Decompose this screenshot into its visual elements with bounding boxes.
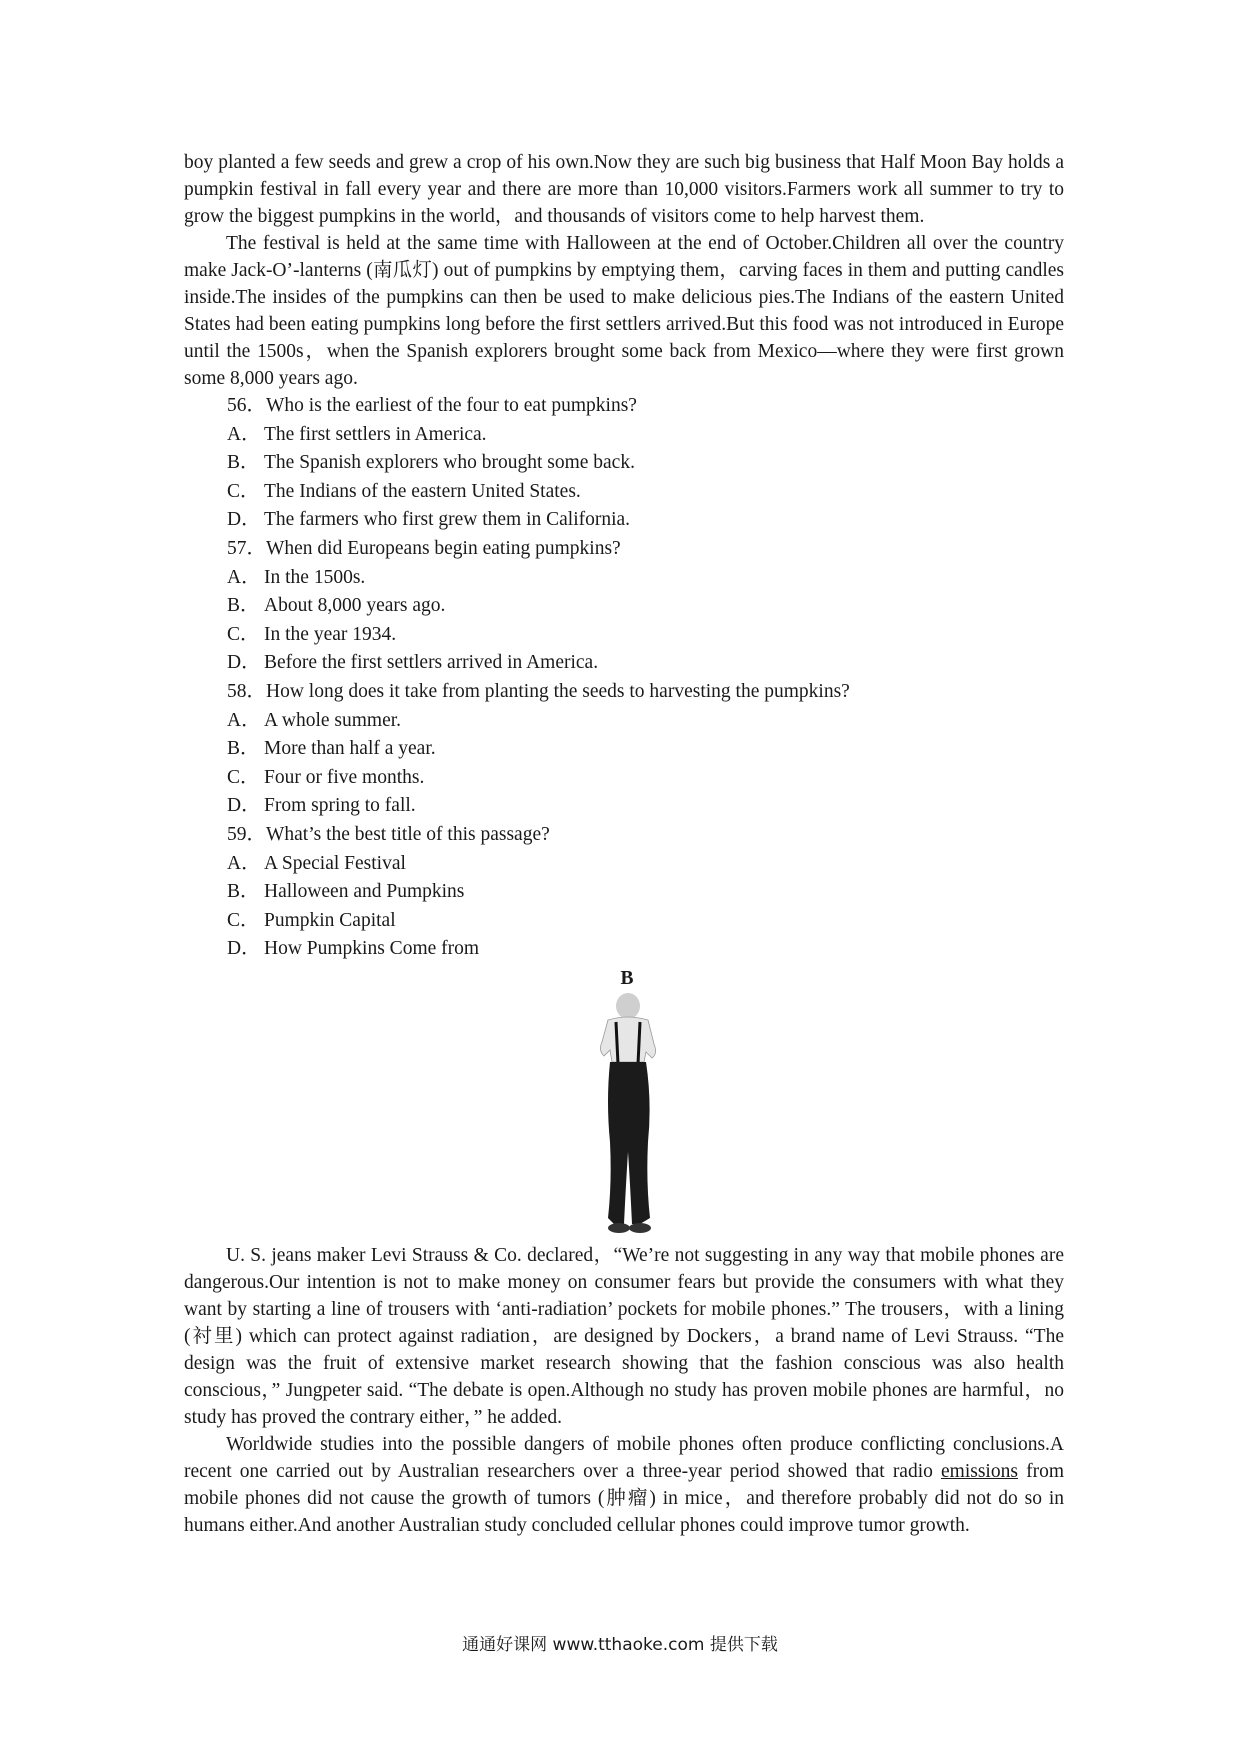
figure-head [616, 993, 640, 1019]
option-text: The first settlers in America. [264, 423, 487, 445]
question-56 [184, 392, 1064, 535]
option-d [227, 935, 1064, 964]
option-text: A Special Festival [264, 852, 406, 874]
question-59 [184, 821, 1064, 964]
option-letter: A． [227, 852, 261, 874]
option-b [227, 735, 1064, 764]
option-a [227, 421, 1064, 450]
option-letter: C． [227, 480, 260, 502]
option-c [227, 907, 1064, 936]
question-stem: 56．Who is the earliest of the four to eat pumpkins? [227, 395, 637, 416]
option-letter: B． [227, 738, 260, 760]
option-text: In the year 1934. [264, 623, 397, 645]
figure-trousers [608, 1062, 650, 1224]
figure-shirt [600, 1017, 655, 1062]
option-letter: B． [227, 881, 260, 903]
option-text: In the 1500s. [264, 566, 366, 588]
option-c [227, 478, 1064, 507]
figure-suspender-right [638, 1022, 640, 1064]
passage-b-paragraph-2 [184, 1431, 1064, 1539]
option-letter: C． [227, 623, 260, 645]
option-text: Halloween and Pumpkins [264, 881, 465, 903]
option-text: Four or five months. [264, 766, 425, 788]
option-letter: B． [227, 452, 260, 474]
option-a [227, 707, 1064, 736]
jeans-figure [184, 992, 1064, 1242]
option-letter: D． [227, 938, 261, 960]
passage-a-paragraph-1: boy planted a few seeds and grew a crop of his own.Now they are such big business that Half Moon Bay holds a pumpkin festival in fall every year and there are more than 10,000 visitors.Farmers work all summer to try to grow the biggest pumpkins in the world，and thousands of visitors come to help harvest them. [184, 152, 1064, 227]
question-stem: 58．How long does it take from planting the seeds to harvesting the pumpkins? [227, 680, 850, 702]
option-letter: C． [227, 909, 260, 931]
option-letter: C． [227, 766, 260, 788]
option-letter: D． [227, 795, 261, 817]
paragraph-text: Worldwide studies into the possible dangers of mobile phones often produce conflicting conclusions.A recent one carried out by Australian researchers over a three-year period showed that radio [184, 1433, 1064, 1482]
figure-shoe-right [629, 1223, 651, 1233]
option-text: About 8,000 years ago. [264, 595, 446, 617]
option-text: More than half a year. [264, 738, 436, 760]
option-text: Before the first settlers arrived in America. [264, 652, 599, 674]
option-text: Pumpkin Capital [264, 909, 396, 931]
paragraph-text: from mobile phones did not cause the growth of tumors (肿瘤) in mice，and therefore probably did not do so in humans either.And another Australian study concluded cellular phones could improve tumor growth. [184, 1460, 1064, 1536]
figure-shoe-left [608, 1223, 630, 1233]
option-text: The Spanish explorers who brought some back. [264, 452, 635, 474]
page-footer: 通通好课网 www.tthaoke.com 提供下载 [462, 1635, 778, 1655]
passage-b-paragraph-1: U. S. jeans maker Levi Strauss & Co. declared，“We’re not suggesting in any way that mobile phones are dangerous.Our intention is not to make money on consumer fears but provide the consumers with what they want by starting a line of trousers with ‘anti-radiation’ pockets for mobile phones.” The trousers，with a lining (衬里) which can protect against radiation，are designed by Dockers，a brand name of Levi Strauss. “The design was the fruit of extensive market research showing that the fashion conscious was also health conscious，” Jungpeter said. “The debate is open.Although no study has proven mobile phones are harmful，no study has proved the contrary either，” he added. [184, 1244, 1064, 1428]
question-57 [184, 535, 1064, 678]
option-b [227, 878, 1064, 907]
option-d [227, 792, 1064, 821]
option-letter: B． [227, 595, 260, 617]
option-a [227, 850, 1064, 879]
passage-a-paragraph-2: The festival is held at the same time with Halloween at the end of October.Children all over the country make Jack-O’-lanterns (南瓜灯) out of pumpkins by emptying them，carving faces in them and putting candles inside.The insides of the pumpkins can then be used to make delicious pies.The Indians of the eastern United States had been eating pumpkins long before the first settlers arrived.But this food was not introduced in Europe until the 1500s，when the Spanish explorers brought some back from Mexico—where they were first grown some 8,000 years ago. [184, 233, 1064, 389]
person-in-trousers-image [582, 992, 672, 1237]
question-stem: 57．When did Europeans begin eating pumpkins? [227, 537, 621, 559]
question-stem: 59．What’s the best title of this passage? [227, 823, 550, 845]
section-b-heading: B [620, 967, 634, 989]
option-b [227, 592, 1064, 621]
option-text: The farmers who first grew them in California. [264, 509, 631, 531]
figure-suspender-left [616, 1022, 618, 1064]
option-letter: A． [227, 566, 261, 588]
page-content [184, 149, 1064, 1539]
option-letter: D． [227, 509, 261, 531]
option-letter: A． [227, 423, 261, 445]
option-letter: A． [227, 709, 261, 731]
option-d [227, 649, 1064, 678]
option-a [227, 564, 1064, 593]
option-d [227, 506, 1064, 535]
underlined-word: emissions [941, 1460, 1018, 1482]
option-text: A whole summer. [264, 709, 402, 731]
option-c [227, 621, 1064, 650]
option-letter: D． [227, 652, 261, 674]
option-text: The Indians of the eastern United States. [264, 480, 581, 502]
option-c [227, 764, 1064, 793]
option-b [227, 449, 1064, 478]
question-58 [184, 678, 1064, 821]
option-text: From spring to fall. [264, 795, 416, 817]
option-text: How Pumpkins Come from [264, 938, 480, 960]
